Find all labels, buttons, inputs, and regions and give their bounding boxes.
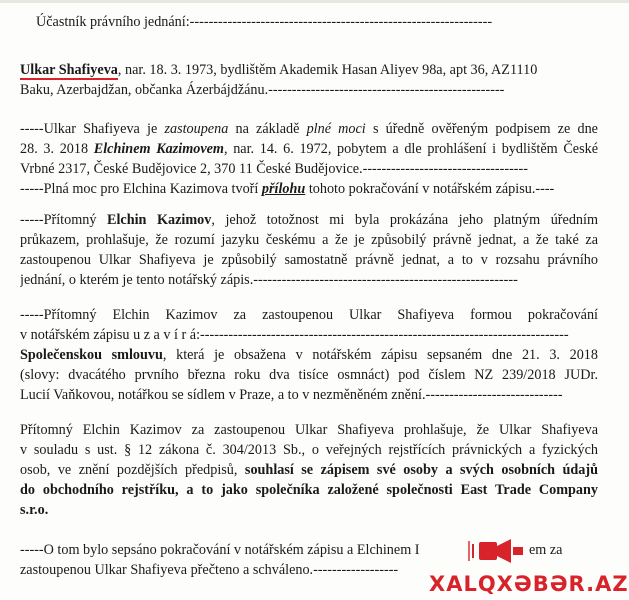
watermark-text: XALQXƏBƏR.AZ — [429, 572, 629, 596]
megaphone-icon — [467, 536, 527, 566]
participant-header: Účastník právního jednání:---------------------------------------------------------------- — [36, 14, 493, 30]
site-watermark — [429, 536, 629, 596]
paragraph-identity: -----Přítomný Elchin Kazimov, jehož totožnost mi byla prokázána jeho platným úředním průkazem, prohlašuje, že rozumí jazyku českému a že je způsobilý právně jednat, a že také za zastoupenou Ulkar Shafiyeva je způsobilý samostatně právně jednat, a to v rozsahu právního jednání, o kterém je tento notářský zápis.-------------------------------------------------------- — [20, 212, 598, 288]
representative-name: Elchinem Kazimovem — [93, 141, 224, 157]
attachment-word: přílohu — [261, 181, 306, 197]
present-person-name: Elchin Kazimov — [107, 212, 212, 228]
closing-line-2: zastoupenou Ulkar Shafiyeva přečteno a schváleno.------------------ — [20, 562, 399, 578]
participant-address: Baku, Azerbajdžan, občanka Ázerbájdžánu. — [20, 82, 269, 98]
participant-name: Ulkar Shafiyeva — [20, 62, 118, 78]
company-suffix: s.r.o. — [20, 502, 49, 518]
contract-title: Společenskou smlouvu — [20, 347, 163, 363]
paragraph-consent: Přítomný Elchin Kazimov za zastoupenou Ulkar Shafiyeva prohlašuje, že Ulkar Shafiyeva v souladu s ust. § 12 zákona č. 304/2013 Sb., o veřejných rejstřících právnických a fyzických osob, ve znění pozdějších předpisů, souhlasí se zápisem své osoby a svých osobních údajů do obchodního rejstříku, a to jako společníka založené společnosti East Trade Company s.r.o. — [20, 422, 598, 518]
closing-line-1-end: em za — [529, 542, 563, 558]
paragraph-representation: -----Ulkar Shafiyeva je zastoupena na základě plné moci s úředně ověřeným podpisem ze dne 28. 3. 2018 Elchinem Kazimovem, nar. 14. 6. 1972, pobytem a dle prohlášení i bydlištěm České Vrbné 2317, České Budějovice 2, 370 11 České Budějovice.----------------------------------- -----Plná moc pro Elchina Kazimova tvoří přílohu tohoto pokračování v notářském zápisu.---- — [20, 121, 598, 197]
registry-statement: do obchodního rejstříku, a to jako společníka založené společnosti East Trade Company — [20, 482, 598, 498]
closing-line-1-start: -----O tom bylo sepsáno pokračování v notářském zápisu a Elchinem I — [20, 542, 420, 558]
paragraph-contract: -----Přítomný Elchin Kazimov za zastoupenou Ulkar Shafiyeva formou pokračování v notářském zápisu u z a v í r á:------------------------------------------------------------------------------ Společenskou smlouvu, která je obsažena v notářském zápisu sepsaném dne 21. 3. 2018 (slovy: dvacátého prvního března roku dva tisíce osmnáct) pod číslem NZ 239/2018 JUDr. Lucií Vaňkovou, notářkou se sídlem v Praze, a to v nezměněném znění.----------------------------- — [20, 307, 598, 403]
consent-statement: souhlasí se zápisem své osoby a svých osobních údajů — [244, 462, 598, 478]
header-text: Účastník právního jednání: — [36, 14, 190, 30]
page-top-edge — [0, 0, 629, 3]
paragraph-participant: Ulkar Shafiyeva, nar. 18. 3. 1973, bydlištěm Akademik Hasan Aliyev 98a, apt 36, AZ1110 Baku, Azerbajdžan, občanka Ázerbájdžánu.-------------------------------------------------- — [20, 62, 538, 98]
participant-details: , nar. 18. 3. 1973, bydlištěm Akademik Hasan Aliyev 98a, apt 36, AZ1110 — [117, 62, 538, 78]
